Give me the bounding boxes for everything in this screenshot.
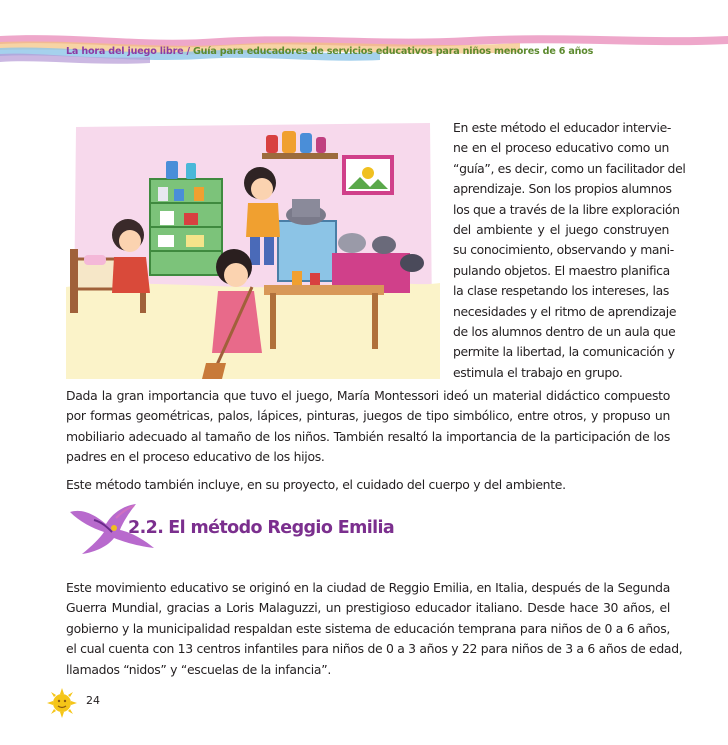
paragraph-line: llamados “nidos” y “escuelas de la infancia”.	[66, 661, 331, 677]
paragraph-line: Guerra Mundial, gracias a Loris Malaguzzi, un prestigioso educador italiano. Desde hace 30 años, el	[66, 600, 670, 616]
children-playroom-illustration	[66, 117, 440, 379]
side-text-line: del ambiente y el juego construyen	[453, 222, 669, 238]
header-separator: /	[183, 46, 193, 57]
side-text-line: permite la libertad, la comunicación y	[453, 344, 675, 360]
side-text-line: necesidades y el ritmo de aprendizaje	[453, 303, 677, 319]
paragraph-line: Este método también incluye, en su proyecto, el cuidado del cuerpo y del ambiente.	[66, 477, 566, 492]
paragraph-line: gobierno y la municipalidad respaldan este sistema de educación temprana para niños de 0 a 6 años,	[66, 620, 670, 636]
page-number: 24	[86, 694, 100, 707]
toy-stove	[278, 221, 336, 281]
side-text-line: estimula el trabajo en grupo.	[453, 364, 623, 380]
book-subtitle: Guía para educadores de servicios educativos para niños menores de 6 años	[193, 46, 594, 57]
side-text-line: ne en el proceso educativo como un	[453, 140, 669, 156]
side-text-line: la clase respetando los intereses, las	[453, 283, 669, 299]
sun-icon	[47, 688, 77, 718]
wall-shelf	[262, 153, 338, 159]
small-table	[264, 285, 384, 295]
side-text-line: aprendizaje. Son los propios alumnos	[453, 181, 672, 197]
side-text-line: los que a través de la libre exploración	[453, 201, 680, 217]
paragraph-line: padres en el proceso educativo de los hijos.	[66, 449, 325, 465]
paragraph-line: mobiliario adecuado al tamaño de los niños. También resaltó la importancia de la participación de los	[66, 428, 670, 444]
book-title: La hora del juego libre	[66, 46, 184, 57]
paragraph-line: Este movimiento educativo se originó en la ciudad de Reggio Emilia, en Italia, después de la Segunda	[66, 580, 670, 595]
paragraph-reggio	[66, 578, 683, 680]
section-number: 2.2.	[128, 518, 164, 538]
side-text-line: “guía”, es decir, como un facilitador del	[453, 160, 686, 176]
side-text-line: su conocimiento, observando y mani-	[453, 242, 674, 258]
paragraph-line: el cual cuenta con 13 centros infantiles para niños de 0 a 3 años y 22 para niños de 3 a 6 años de edad,	[66, 641, 683, 657]
paragraph-line: Dada la gran importancia que tuvo el juego, María Montessori ideó un material didáctico compuesto	[66, 388, 670, 403]
section-title: El método Reggio Emilia	[168, 518, 395, 538]
paragraph-montessori	[66, 386, 670, 468]
side-text-line: de los alumnos dentro de un aula que	[453, 324, 676, 340]
side-text-line: pulando objetos. El maestro planifica	[453, 262, 670, 278]
running-header	[66, 46, 593, 57]
paragraph-method-includes	[66, 475, 670, 495]
section-heading	[128, 518, 394, 538]
side-text-line: En este método el educador intervie-	[453, 120, 672, 135]
paragraph-line: por formas geométricas, palos, lápices, pinturas, juegos de tipo simbólico, entre otros, y propuso un	[66, 408, 670, 424]
side-column-text	[453, 118, 686, 383]
